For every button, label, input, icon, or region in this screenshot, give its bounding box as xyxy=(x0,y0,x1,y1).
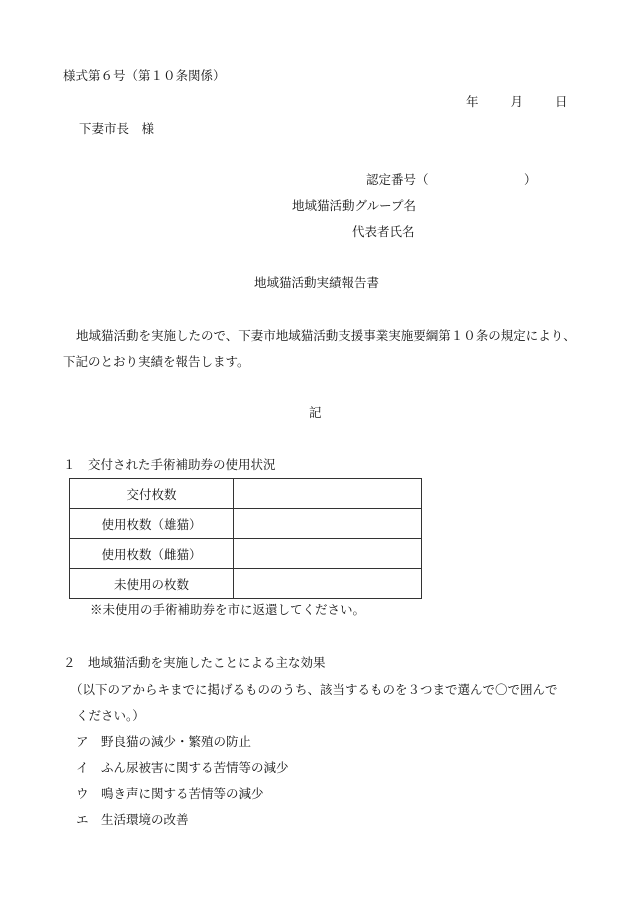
row-value-issued[interactable] xyxy=(234,479,422,509)
row-label-issued: 交付枚数 xyxy=(70,479,234,509)
row-value-used-female[interactable] xyxy=(234,539,422,569)
section1-heading: １ 交付された手術補助券の使用状況 xyxy=(63,457,276,472)
certification-number-label: 認定番号（ xyxy=(366,172,429,187)
section2-instruction-1: （以下のアからキまでに掲げるもののうち、該当するものを３つまで選んで〇で囲んで xyxy=(70,682,558,697)
row-value-unused[interactable] xyxy=(234,569,422,599)
addressee: 下妻市長 様 xyxy=(79,121,155,136)
representative-name-label: 代表者氏名 xyxy=(352,224,415,239)
section2-instruction-2: ください。） xyxy=(76,708,145,723)
table-row xyxy=(70,569,422,599)
effect-item: ア 野良猫の減少・繁殖の防止 xyxy=(76,734,252,749)
ticket-usage-table xyxy=(69,478,422,599)
table-row xyxy=(70,479,422,509)
date-month: 月 xyxy=(510,94,524,109)
return-note: ※未使用の手術補助券を市に返還してください。 xyxy=(90,602,366,617)
form-number: 様式第６号（第１０条関係） xyxy=(63,68,226,83)
effect-item: ウ 鳴き声に関する苦情等の減少 xyxy=(76,786,264,801)
ki-heading: 記 xyxy=(309,405,322,420)
certification-number-close: ） xyxy=(524,172,537,187)
row-label-used-male: 使用枚数（雄猫） xyxy=(70,509,234,539)
row-label-unused: 未使用の枚数 xyxy=(70,569,234,599)
section2-heading: ２ 地域猫活動を実施したことによる主な効果 xyxy=(63,655,326,670)
date-year: 年 xyxy=(466,94,479,109)
intro-line-1: 地域猫活動を実施したので、下妻市地域猫活動支援事業実施要綱第１０条の規定により、 xyxy=(76,328,576,343)
row-value-used-male[interactable] xyxy=(234,509,422,539)
date-line xyxy=(466,96,568,109)
effect-item: エ 生活環境の改善 xyxy=(76,812,189,827)
table-row xyxy=(70,509,422,539)
group-name-label: 地域猫活動グループ名 xyxy=(292,198,417,213)
date-day: 日 xyxy=(555,94,568,109)
row-label-used-female: 使用枚数（雌猫） xyxy=(70,539,234,569)
effect-item: イ ふん尿被害に関する苦情等の減少 xyxy=(76,760,289,775)
document-title: 地域猫活動実績報告書 xyxy=(254,275,380,290)
table-row xyxy=(70,539,422,569)
intro-line-2: 下記のとおり実績を報告します。 xyxy=(63,354,250,369)
